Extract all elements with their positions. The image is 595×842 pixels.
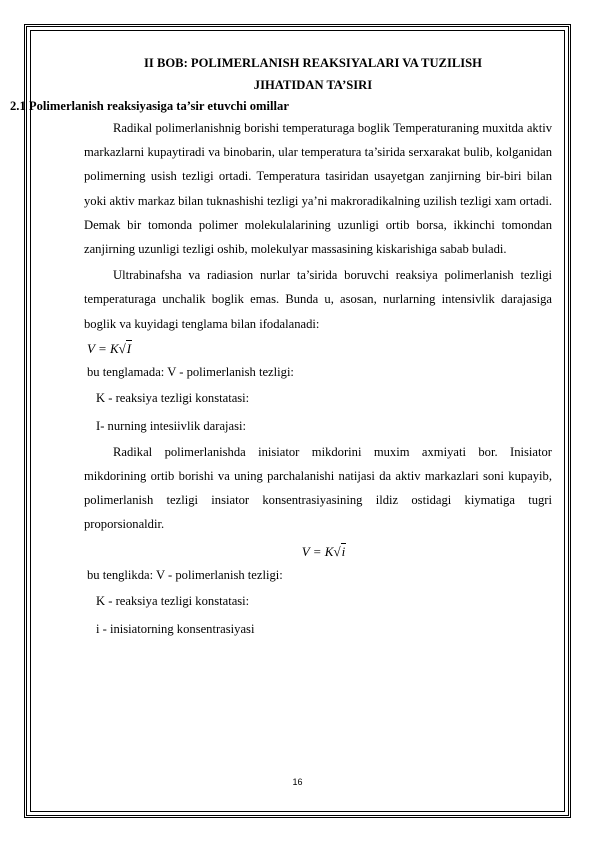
- definition-line: bu tenglikda: V - polimerlanish tezligi:: [87, 567, 283, 582]
- formula1-lhs: V = K: [87, 340, 119, 356]
- formula1-radicand: I: [126, 340, 132, 356]
- formula2-radicand: i: [341, 543, 346, 559]
- document-body: [10, 52, 552, 643]
- formula-light-intensity: [87, 336, 552, 360]
- section-heading: 2.1 Polimerlanish reaksiyasiga ta’sir etuvchi omillar: [10, 99, 289, 113]
- page-number: 16: [292, 777, 303, 787]
- paragraph-temperature: Radikal polimerlanishnig borishi temperaturaga boglik Temperaturaning muxitda aktiv markazlarni kupaytiradi va binobarin, ular temperatura ta’sirida serxarakat bulib, kolganidan polimerning usish tezligi ortadi. Temperatura tasiridan usayetgan zanjirning bir-biri bilan yoki aktiv markaz bilan tuknashishi tezligi ya’ni makroradikalning uzilish tezligi xam ortadi. Demak bir tomonda polimer molekulalarining uzunligi ortib borsa, ikkinchi tomondan zanjirning uzunligi tezligi oshib, molekulyar massasining kiskarishiga sabab buladi.: [84, 121, 552, 257]
- paragraph-initiator: Radikal polimerlanishda inisiator mikdorini muxim axmiyati bor. Inisiator mikdorining ortib borishi va uning parchalanishi natijasi da aktiv markazlari soni kupayib, polimerlanish tezligi insiator konsentrasiyasining ildiz ostidagi kiymatiga tugri proporsionaldir.: [84, 444, 552, 532]
- chapter-title-line1: II BOB: POLIMERLANISH REAKSIYALARI VA TUZILISH: [144, 56, 482, 70]
- formula-initiator: [96, 537, 552, 563]
- paragraph-radiation: Ultrabinafsha va radiasion nurlar ta’sirida boruvchi reaksiya polimerlanish tezligi temperaturaga unchalik boglik emas. Bunda u, asosan, nurlarning intensivlik darajasiga boglik va kuyidagi tenglama bilan ifodalanadi:: [84, 268, 552, 331]
- definition-line: K - reaksiya tezligi konstatasi:: [96, 593, 250, 608]
- sqrt-icon: √: [118, 340, 126, 356]
- definition-line: K - reaksiya tezligi konstatasi:: [96, 390, 250, 405]
- definition-line: I- nurning intesiivlik darajasi:: [96, 418, 247, 433]
- chapter-title-line2: JIHATIDAN TA’SIRI: [253, 78, 373, 92]
- definition-line: bu tenglamada: V - polimerlanish tezligi:: [87, 364, 294, 379]
- sqrt-icon: √: [333, 543, 341, 559]
- chapter-title: [74, 52, 552, 96]
- definition-line: i - inisiatorning konsentrasiyasi: [96, 621, 255, 636]
- formula2-lhs: V = K: [301, 543, 334, 559]
